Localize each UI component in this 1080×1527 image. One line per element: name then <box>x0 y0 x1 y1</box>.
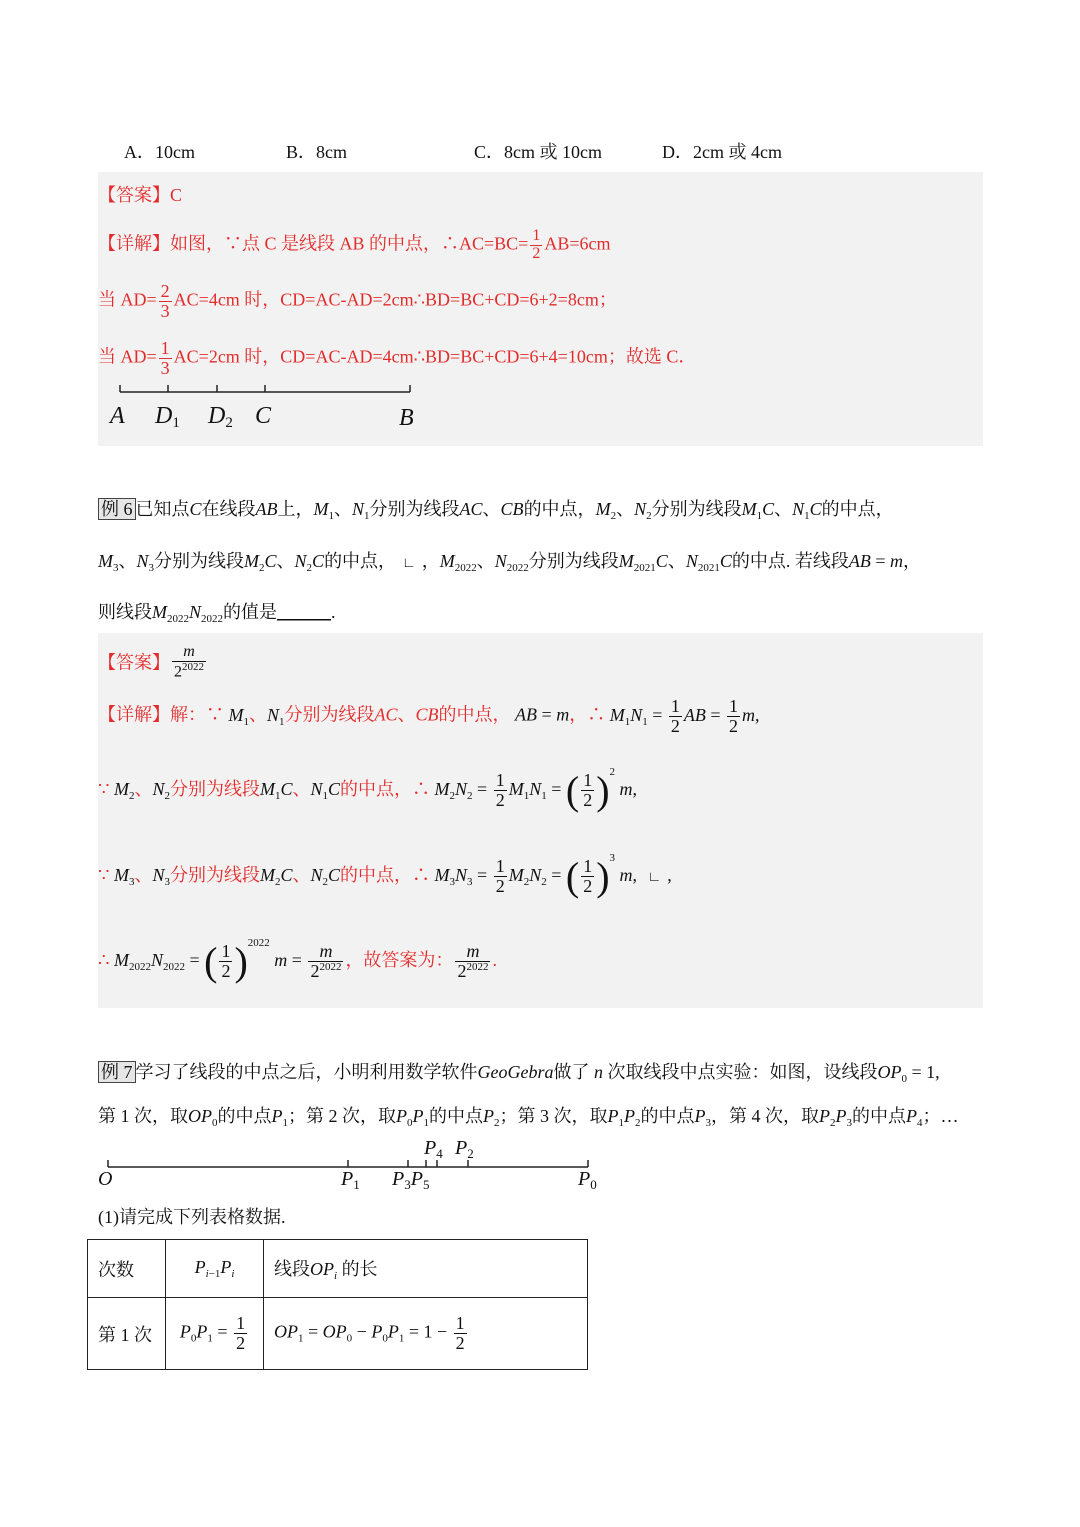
text: 解：∵ <box>170 704 224 725</box>
fraction <box>159 339 172 378</box>
text: ∴ <box>98 950 110 970</box>
text: 的值是 <box>223 602 278 622</box>
text: 学习了线段的中点之后，小明利用数学软件 <box>135 1062 478 1082</box>
data-table <box>87 1239 588 1370</box>
text: 的长 <box>341 1259 378 1279</box>
label-b: B <box>399 405 414 431</box>
option-d: D．2cm 或 4cm <box>662 142 782 162</box>
text: 、 <box>774 499 793 519</box>
text: ， <box>903 551 921 571</box>
label-sub: 1 <box>172 415 180 431</box>
text: 、 <box>118 551 137 571</box>
ex6-question-line3: 则线段$M_{2022}N_{2022}$的值是______. <box>98 602 336 625</box>
text: 的中点. 若线段 <box>731 551 849 571</box>
text: 分别为线段 <box>154 551 245 571</box>
text: 已知点 <box>135 499 190 519</box>
header-cell-count: 次数 <box>88 1240 166 1298</box>
text: 在线段 <box>201 499 256 519</box>
example-tag: 例 7 <box>98 1061 136 1083</box>
numerator: 1 <box>532 227 541 244</box>
text: 、 <box>616 499 635 519</box>
text: 的中点，∴ <box>340 865 431 885</box>
text: 、 <box>334 499 353 519</box>
text: 分别为线段 <box>369 499 460 519</box>
detail-text: 当 AD= <box>98 346 157 367</box>
text: 、 <box>134 865 153 885</box>
text: ， <box>421 551 440 571</box>
text: 的中点， <box>821 499 894 519</box>
answer-label: 【答案】 <box>98 185 170 205</box>
answer-fraction: $\frac{m}{2^{2022}}$ <box>174 643 204 681</box>
software-name: GeoGebra <box>477 1062 554 1082</box>
text: 、 <box>476 551 495 571</box>
text: 上， <box>277 499 314 519</box>
table-row <box>88 1298 588 1370</box>
text: 的中点 <box>217 1106 272 1126</box>
text: 次取线段中点实验：如图，设线段 <box>607 1062 878 1082</box>
numerator: 2 <box>160 281 170 301</box>
example-tag: 例 6 <box>98 498 136 520</box>
text: 分别为线段 <box>528 551 619 571</box>
text: 的中点 <box>852 1106 906 1126</box>
detail-text: 如图，∵点 C 是线段 AB 的中点，∴AC=BC= <box>170 233 529 254</box>
ex6-detail-line4: ∴ $M_{2022}N_{2022}$ = ( $\frac{1}{2}$ )$^{2022}$ m = $\frac{m}{2^{2022}}$ ，故答案为： $\frac{m}{2^{2022}}$ . <box>98 937 497 984</box>
text: 、 <box>249 704 267 725</box>
ex6-question-line1: 例 6 已知点C在线段AB上，$M_1$、$N_1$分别为线段AC、CB的中点，$M_2$、$N_2$分别为线段$M_1C$、$N_1C$的中点， <box>98 500 894 522</box>
text: 分别为线段 <box>169 779 260 799</box>
answer-blank: ______ <box>277 602 332 622</box>
ex7-question-line1: 例 7 学习了线段的中点之后，小明利用数学软件GeoGebra做了 n 次取线段中点实验：如图，设线段$OP_0 = 1$, <box>98 1063 940 1085</box>
text: 、 <box>292 865 311 885</box>
ex6-detail-line2: ∵ $M_2$、$N_2$分别为线段$M_1C$、$N_1C$的中点，∴ $M_2N_2$ = $\frac{1}{2}$ $M_1N_1$ = ( $\frac{1}{2}$ )$^2$ m, <box>98 766 638 813</box>
label-text: D <box>208 403 226 429</box>
text: ；第 2 次，取 <box>288 1106 396 1126</box>
label-p1: $P_1$ <box>341 1168 360 1192</box>
text: 、 <box>292 779 311 799</box>
text: 第 1 次，取 <box>98 1106 188 1126</box>
ex7-question-line2: 第 1 次，取$OP_0$的中点$P_1$；第 2 次，取$P_0P_1$的中点$P_2$；第 3 次，取$P_1P_2$的中点$P_3$，第 4 次，取$P_2P_3$的中点$P_4$；… <box>98 1106 959 1129</box>
label-d2 <box>208 404 233 431</box>
ex5-answer <box>98 186 182 204</box>
text: 、 <box>276 551 295 571</box>
text: ，∴ <box>569 704 606 725</box>
header-cell-segment: $P_{i-1}P_i$ <box>166 1240 264 1298</box>
detail-text: AC=4cm 时，CD=AC-AD=2cm∴BD=BC+CD=6+2=8cm； <box>173 289 617 310</box>
label-a: A <box>110 403 125 429</box>
detail-text: 当 AD= <box>98 289 157 310</box>
ellipsis: ∟ <box>647 870 662 885</box>
text: ∵ <box>98 779 110 799</box>
ex6-answer <box>98 644 208 681</box>
label-sub: 2 <box>225 415 233 431</box>
text: ，第 4 次，取 <box>711 1106 819 1126</box>
ex7-subquestion-1: (1)请完成下列表格数据. <box>98 1207 286 1227</box>
ellipsis: ∟ <box>402 556 416 571</box>
answer-label: 【答案】 <box>98 652 170 673</box>
text: . <box>331 602 336 622</box>
ex6-detail-line1: 【详解】解：∵ $M_1$、$N_1$分别为线段AC、CB的中点， AB = m，∴ $M_1N_1$ = $\frac{1}{2}$ AB = $\frac{1}{2}$ m, <box>98 696 760 736</box>
text: ；… <box>922 1106 959 1126</box>
answer-value: C <box>170 185 183 205</box>
denominator: 3 <box>160 357 170 378</box>
header-cell-length: 线段$OP_i$ 的长 <box>264 1240 588 1298</box>
denominator: 3 <box>160 300 170 321</box>
text: . <box>492 950 497 970</box>
numerator: 1 <box>160 338 170 358</box>
detail-text: AB=6cm <box>544 233 611 254</box>
table-header-row <box>88 1240 588 1298</box>
text: 分别为线段 <box>169 865 260 885</box>
label-p4: $P_4$ <box>424 1137 443 1161</box>
ex5-detail-line3 <box>98 339 696 378</box>
text: 的中点 <box>640 1106 695 1126</box>
label-c: C <box>255 403 272 429</box>
text: 的中点 <box>429 1106 483 1126</box>
option-a: A．10cm <box>124 142 195 162</box>
text: ，故答案为： <box>345 950 454 970</box>
text: 的中点，∴ <box>340 779 431 799</box>
denominator: 2 <box>532 244 541 262</box>
text: 、 <box>667 551 686 571</box>
fraction <box>530 228 542 263</box>
detail-label: 【详解】 <box>98 233 170 254</box>
text: 则线段 <box>98 602 152 622</box>
fraction <box>159 282 172 321</box>
text: 线段 <box>274 1259 310 1279</box>
text: 分别为线段 <box>284 704 375 725</box>
text: 、 <box>397 704 416 725</box>
row-cell-count: 第 1 次 <box>88 1298 166 1370</box>
label-text: D <box>155 403 173 429</box>
text: 的中点， <box>438 704 511 725</box>
option-b: B．8cm <box>286 142 347 162</box>
label-p3-p5: $P_3P_5$ <box>392 1168 430 1192</box>
ex6-detail-line3: ∵ $M_3$、$N_3$分别为线段$M_2C$、$N_2C$的中点，∴ $M_3N_3$ = $\frac{1}{2}$ $M_2N_2$ = ( $\frac{1}{2}$ )$^3$ m, ∟ , <box>98 852 672 899</box>
label-p2: $P_2$ <box>455 1137 474 1161</box>
detail-text: AC=2cm 时，CD=AC-AD=4cm∴BD=BC+CD=6+4=10cm；故选 C． <box>173 346 697 367</box>
row-cell-segment: $P_0P_1$ = $\frac{1}{2}$ <box>166 1298 264 1370</box>
text: 、 <box>482 499 501 519</box>
text: 做了 <box>553 1062 590 1082</box>
text: 的中点， <box>324 551 397 571</box>
row-cell-length: $OP_1 = OP_0 - P_0P_1 = 1$ − $\frac{1}{2}$ <box>264 1298 588 1370</box>
ex6-question-line2: $M_3$、$N_3$分别为线段$M_2C$、$N_2C$的中点， ∟ ，$M_{2022}$、$N_{2022}$分别为线段$M_{2021}C$、$N_{2021}C$的中点. 若线段AB = m， <box>98 551 921 574</box>
text: 分别为线段 <box>651 499 742 519</box>
text: 、 <box>134 779 153 799</box>
option-c: C．8cm 或 10cm <box>474 142 602 162</box>
text: 的中点， <box>523 499 596 519</box>
label-d1 <box>155 404 180 431</box>
ex5-detail-line2 <box>98 282 617 321</box>
label-p0: $P_0$ <box>578 1168 597 1192</box>
detail-label: 【详解】 <box>98 704 170 725</box>
text: ∵ <box>98 865 110 885</box>
answer-fraction: $\frac{m}{2^{2022}}$ <box>457 941 489 982</box>
text: ；第 3 次，取 <box>499 1106 608 1126</box>
ex5-detail-line1 <box>98 228 611 263</box>
label-o: O <box>98 1168 113 1190</box>
